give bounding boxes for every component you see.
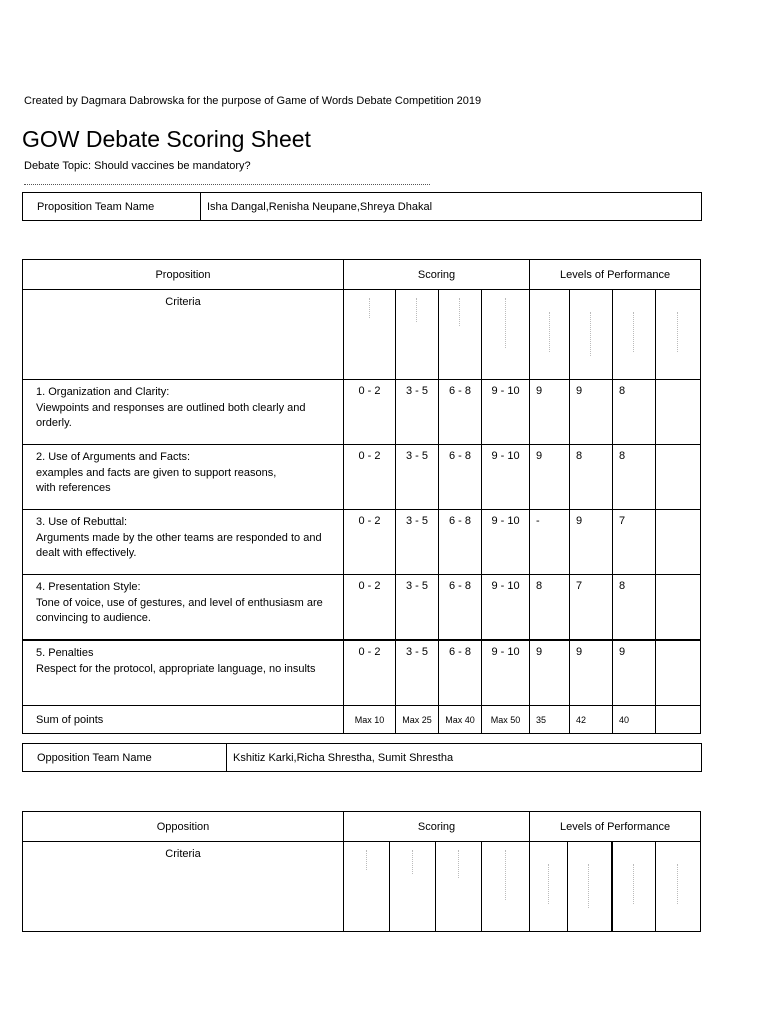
proposition-header: Proposition xyxy=(23,260,344,290)
blank-cell xyxy=(439,290,482,380)
opposition-header: Opposition xyxy=(23,812,344,842)
credit-line: Created by Dagmara Dabrowska for the purpose of Game of Words Debate Competition 2019 xyxy=(24,95,482,107)
sum-score-cell: 40 xyxy=(613,706,656,734)
scoring-header: Scoring xyxy=(344,260,530,290)
page-title: GOW Debate Scoring Sheet xyxy=(22,126,311,152)
judge-score-cell[interactable] xyxy=(656,380,701,445)
blank-cell xyxy=(482,290,530,380)
criteria-label: Criteria xyxy=(23,290,344,380)
blank-cell xyxy=(482,842,530,932)
score-range-cell: 0 - 2 xyxy=(344,380,396,445)
sum-max-cell: Max 50 xyxy=(482,706,530,734)
score-range-cell: 3 - 5 xyxy=(396,445,439,510)
opposition-scoring-table xyxy=(22,811,701,932)
sum-max-cell: Max 25 xyxy=(396,706,439,734)
judge-score-cell[interactable]: 7 xyxy=(570,575,613,641)
judge-score-cell[interactable]: 9 xyxy=(530,640,570,706)
criterion-title: 3. Use of Rebuttal: xyxy=(36,516,128,528)
blank-cell xyxy=(570,290,613,380)
levels-header: Levels of Performance xyxy=(530,812,701,842)
scoring-header: Scoring xyxy=(344,812,530,842)
score-range-cell: 9 - 10 xyxy=(482,575,530,641)
judge-score-cell[interactable]: 8 xyxy=(530,575,570,641)
score-range-cell: 0 - 2 xyxy=(344,640,396,706)
judge-score-cell[interactable]: - xyxy=(530,510,570,575)
score-range-cell: 0 - 2 xyxy=(344,445,396,510)
sum-max-cell: Max 10 xyxy=(344,706,396,734)
blank-cell xyxy=(613,290,656,380)
score-range-cell: 3 - 5 xyxy=(396,640,439,706)
score-range-cell: 6 - 8 xyxy=(439,445,482,510)
score-range-cell: 9 - 10 xyxy=(482,510,530,575)
criterion-detail: orderly. xyxy=(36,417,72,429)
score-range-cell: 0 - 2 xyxy=(344,510,396,575)
blank-cell xyxy=(612,842,656,932)
score-range-cell: 6 - 8 xyxy=(439,575,482,641)
opposition-team-value: Kshitiz Karki,Richa Shrestha, Sumit Shrestha xyxy=(227,744,702,772)
criterion-description xyxy=(23,380,344,445)
criterion-title: 1. Organization and Clarity: xyxy=(36,386,170,398)
judge-score-cell[interactable] xyxy=(656,575,701,641)
blank-cell xyxy=(436,842,482,932)
criterion-detail: Viewpoints and responses are outlined both clearly and xyxy=(36,401,306,414)
sum-label: Sum of points xyxy=(23,706,344,734)
criterion-description xyxy=(23,575,344,641)
opposition-team-label: Opposition Team Name xyxy=(23,744,227,772)
criteria-label: Criteria xyxy=(23,842,344,932)
criterion-description xyxy=(23,640,344,706)
score-range-cell: 9 - 10 xyxy=(482,380,530,445)
criteria-row xyxy=(23,575,701,641)
score-range-cell: 3 - 5 xyxy=(396,380,439,445)
score-range-cell: 0 - 2 xyxy=(344,575,396,641)
judge-score-cell[interactable]: 9 xyxy=(530,445,570,510)
criterion-title: 2. Use of Arguments and Facts: xyxy=(36,451,191,463)
score-range-cell: 6 - 8 xyxy=(439,510,482,575)
judge-score-cell[interactable]: 9 xyxy=(530,380,570,445)
judge-score-cell[interactable]: 8 xyxy=(613,380,656,445)
criterion-title: 4. Presentation Style: xyxy=(36,581,141,593)
levels-header: Levels of Performance xyxy=(530,260,701,290)
sum-max-cell: Max 40 xyxy=(439,706,482,734)
blank-cell xyxy=(344,290,396,380)
blank-cell xyxy=(656,290,701,380)
judge-score-cell[interactable] xyxy=(656,640,701,706)
judge-score-cell[interactable] xyxy=(656,510,701,575)
blank-cell xyxy=(530,290,570,380)
blank-cell xyxy=(530,842,568,932)
proposition-team-label: Proposition Team Name xyxy=(23,193,201,221)
criterion-title: 5. Penalties xyxy=(36,647,94,659)
divider xyxy=(24,184,430,185)
score-range-cell: 9 - 10 xyxy=(482,640,530,706)
criteria-row xyxy=(23,510,701,575)
blank-cell xyxy=(344,842,390,932)
criterion-detail: Tone of voice, use of gestures, and level of enthusiasm are xyxy=(36,596,323,609)
opposition-team-table xyxy=(22,743,702,772)
criterion-detail: Respect for the protocol, appropriate language, no insults xyxy=(36,662,316,675)
criterion-detail: dealt with effectively. xyxy=(36,547,137,559)
blank-cell xyxy=(390,842,436,932)
judge-score-cell[interactable]: 8 xyxy=(570,445,613,510)
criterion-detail: examples and facts are given to support reasons, xyxy=(36,466,277,479)
criterion-detail: convincing to audience. xyxy=(36,612,151,624)
judge-score-cell[interactable]: 9 xyxy=(570,380,613,445)
criteria-row xyxy=(23,380,701,445)
judge-score-cell[interactable]: 9 xyxy=(570,640,613,706)
criteria-row xyxy=(23,445,701,510)
judge-score-cell[interactable] xyxy=(656,445,701,510)
score-range-cell: 6 - 8 xyxy=(439,640,482,706)
judge-score-cell[interactable]: 9 xyxy=(570,510,613,575)
proposition-scoring-table xyxy=(22,259,701,734)
criterion-detail: Arguments made by the other teams are responded to and xyxy=(36,531,322,544)
criteria-row xyxy=(23,640,701,706)
criterion-description xyxy=(23,445,344,510)
blank-cell xyxy=(568,842,612,932)
blank-cell xyxy=(396,290,439,380)
score-range-cell: 6 - 8 xyxy=(439,380,482,445)
score-range-cell: 3 - 5 xyxy=(396,575,439,641)
proposition-team-value: Isha Dangal,Renisha Neupane,Shreya Dhakal xyxy=(201,193,702,221)
blank-cell xyxy=(656,842,701,932)
judge-score-cell[interactable]: 7 xyxy=(613,510,656,575)
sum-score-cell: 42 xyxy=(570,706,613,734)
judge-score-cell[interactable]: 8 xyxy=(613,575,656,641)
judge-score-cell[interactable]: 9 xyxy=(613,640,656,706)
criterion-detail: with references xyxy=(36,482,111,494)
sum-score-cell xyxy=(656,706,701,734)
judge-score-cell[interactable]: 8 xyxy=(613,445,656,510)
score-range-cell: 9 - 10 xyxy=(482,445,530,510)
score-range-cell: 3 - 5 xyxy=(396,510,439,575)
proposition-team-table xyxy=(22,192,702,221)
sum-score-cell: 35 xyxy=(530,706,570,734)
debate-topic: Debate Topic: Should vaccines be mandatory? xyxy=(24,160,251,172)
criterion-description xyxy=(23,510,344,575)
